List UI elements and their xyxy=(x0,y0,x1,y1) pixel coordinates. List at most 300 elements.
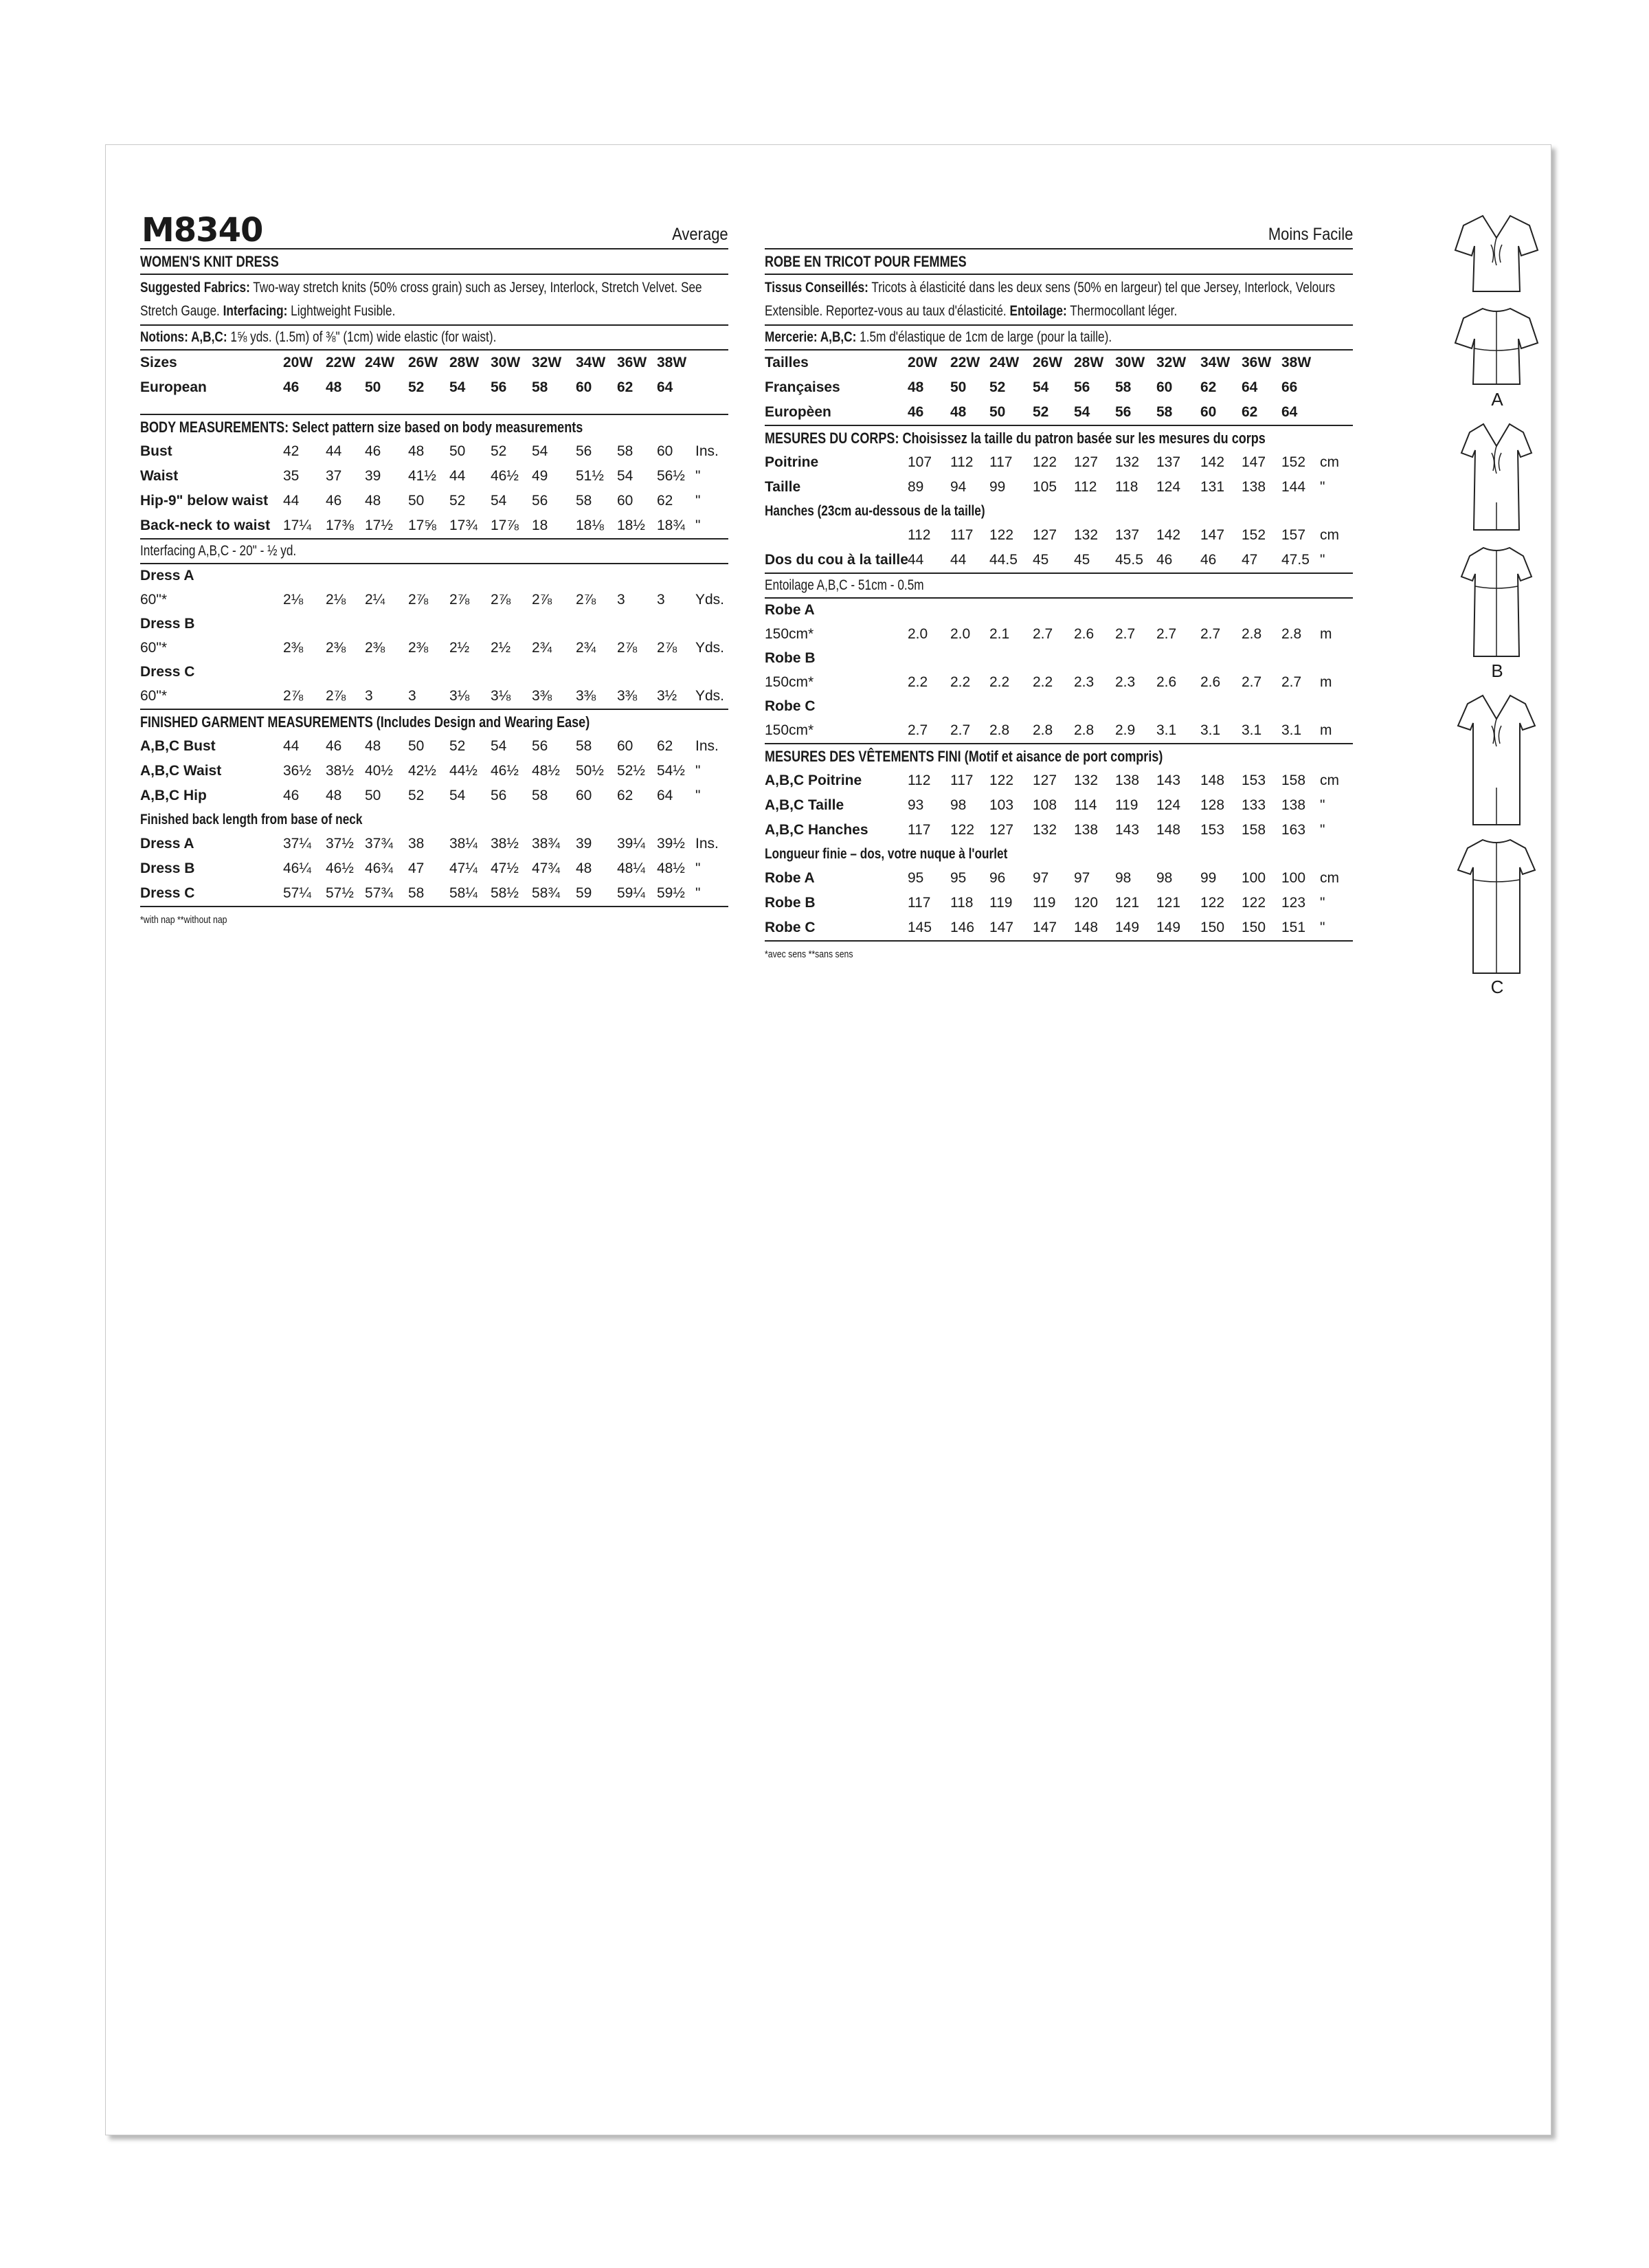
size-value-cell: 2⅛ xyxy=(326,592,346,608)
size-value-cell: 20W xyxy=(908,355,938,370)
size-value-cell: 17⅜ xyxy=(326,518,354,533)
size-value-cell: 117 xyxy=(950,527,974,543)
unit-label: " xyxy=(1320,822,1325,838)
measurement-row xyxy=(140,513,728,538)
unit-label: " xyxy=(695,518,701,533)
back-length-table xyxy=(140,832,728,907)
size-value-cell: 143 xyxy=(1115,822,1140,838)
size-value-cell: 152 xyxy=(1281,454,1306,470)
size-value-cell: 121 xyxy=(1156,895,1181,911)
size-value-cell: 48 xyxy=(408,443,425,459)
size-value-cell: 147 xyxy=(1200,527,1225,543)
size-value-cell: 2.3 xyxy=(1115,674,1136,690)
size-value-cell: 17⅞ xyxy=(491,518,519,533)
size-value-cell: 56½ xyxy=(657,468,685,484)
size-value-cell: 58 xyxy=(532,379,548,395)
size-value-cell: 137 xyxy=(1156,454,1181,470)
size-value-cell: 112 xyxy=(950,454,974,470)
size-value-cell: 22W xyxy=(950,355,980,370)
size-value-cell: 54 xyxy=(1074,404,1090,420)
size-value-cell: 2.7 xyxy=(1156,626,1177,642)
european-row xyxy=(140,375,728,400)
size-value-cell: 117 xyxy=(908,895,931,911)
size-value-cell: 146 xyxy=(950,920,975,935)
measurement-row xyxy=(140,734,728,759)
english-column xyxy=(140,207,728,926)
unit-label: cm xyxy=(1320,870,1339,886)
yardage-table xyxy=(140,564,728,710)
row-label: Dress B xyxy=(140,860,195,876)
finished-measurements-table-fr xyxy=(765,768,1353,843)
interfacing-label-fr: Entoilage: xyxy=(1009,303,1067,319)
size-value-cell: 60 xyxy=(617,493,633,509)
size-value-cell: 48¼ xyxy=(617,860,645,876)
size-value-cell: 2⅞ xyxy=(491,592,511,608)
size-value-cell: 3.1 xyxy=(1200,722,1221,738)
size-value-cell: 50 xyxy=(449,443,466,459)
size-value-cell: 153 xyxy=(1200,822,1225,838)
measurement-row xyxy=(140,881,728,906)
size-value-cell: 153 xyxy=(1242,772,1266,788)
size-value-cell: 41½ xyxy=(408,468,436,484)
size-value-cell: 105 xyxy=(1033,479,1057,495)
size-value-cell: 52 xyxy=(989,379,1006,395)
size-value-cell: 58¼ xyxy=(449,885,478,901)
interfacing-yardage-fr: Entoilage A,B,C - 51cm - 0.5m xyxy=(765,577,924,593)
size-value-cell: 112 xyxy=(1074,479,1097,495)
size-value-cell: 35 xyxy=(283,468,300,484)
size-value-cell: 50 xyxy=(408,738,425,754)
size-value-cell: 150 xyxy=(1242,920,1266,935)
fabrics-text-fr: Tricots à élasticité dans les deux sens (50% en largeur) tel que Jersey, Interlock, Velours Extensible. Reportez-vous au taux d'élasticité. xyxy=(765,280,1336,319)
size-value-cell: 103 xyxy=(989,797,1014,813)
size-value-cell: 138 xyxy=(1281,797,1306,813)
size-value-cell: 62 xyxy=(617,379,633,395)
size-table-fr xyxy=(765,351,1353,426)
size-value-cell: 48 xyxy=(365,738,381,754)
size-value-cell: 52 xyxy=(408,379,425,395)
view-yardage-label: Dress C xyxy=(140,664,195,680)
size-value-cell: 57¼ xyxy=(283,885,311,901)
size-value-cell: 99 xyxy=(1200,870,1217,886)
size-value-cell: 98 xyxy=(1156,870,1173,886)
size-value-cell: 30W xyxy=(1115,355,1145,370)
size-value-cell: 38W xyxy=(657,355,687,370)
size-value-cell: 122 xyxy=(1200,895,1225,911)
unit-label: " xyxy=(695,468,701,484)
unit-label: " xyxy=(1320,552,1325,568)
size-value-cell: 98 xyxy=(950,797,967,813)
size-value-cell: 36W xyxy=(1242,355,1272,370)
size-value-cell: 163 xyxy=(1281,822,1306,838)
size-value-cell: 2.6 xyxy=(1200,674,1221,690)
size-value-cell: 38½ xyxy=(491,836,519,852)
size-value-cell: 2⅞ xyxy=(617,640,638,656)
size-value-cell: 119 xyxy=(1115,797,1138,813)
size-value-cell: 58 xyxy=(1115,379,1132,395)
size-value-cell: 2.6 xyxy=(1074,626,1095,642)
size-value-cell: 56 xyxy=(1115,404,1132,420)
size-value-cell: 48 xyxy=(326,379,342,395)
fabric-width: 60"* xyxy=(140,688,167,704)
size-value-cell: 158 xyxy=(1281,772,1306,788)
size-value-cell: 62 xyxy=(657,493,673,509)
fabrics-text: Two-way stretch knits (50% cross grain) such as Jersey, Interlock, Stretch Velvet. See Stretch Gauge. xyxy=(140,280,702,319)
size-value-cell: 148 xyxy=(1156,822,1181,838)
pattern-envelope-back xyxy=(105,144,1551,2135)
row-label: A,B,C Poitrine xyxy=(765,772,862,788)
size-value-cell: 2.8 xyxy=(1242,626,1262,642)
size-value-cell: 122 xyxy=(1242,895,1266,911)
size-value-cell: 48 xyxy=(326,788,342,803)
size-value-cell: 46 xyxy=(283,788,300,803)
size-value-cell: 97 xyxy=(1033,870,1049,886)
back-length-table-fr xyxy=(765,866,1353,942)
size-value-cell: 54 xyxy=(617,468,633,484)
unit-label: " xyxy=(695,493,701,509)
unit-label: cm xyxy=(1320,772,1339,788)
size-value-cell: 60 xyxy=(657,443,673,459)
size-value-cell: 121 xyxy=(1115,895,1140,911)
size-value-cell: 46 xyxy=(283,379,300,395)
interfacing-text-fr: Thermocollant léger. xyxy=(1070,303,1178,319)
row-label: Robe A xyxy=(765,870,815,886)
size-value-cell: 93 xyxy=(908,797,924,813)
hanches-label: Hanches (23cm au-dessous de la taille) xyxy=(765,503,985,519)
yardage-row xyxy=(765,670,1353,695)
size-value-cell: 48½ xyxy=(657,860,685,876)
size-value-cell: 2.7 xyxy=(908,722,928,738)
size-value-cell: 30W xyxy=(491,355,521,370)
size-value-cell: 37 xyxy=(326,468,342,484)
unit-label: " xyxy=(1320,797,1325,813)
size-value-cell: 2.1 xyxy=(989,626,1010,642)
size-value-cell: 142 xyxy=(1200,454,1225,470)
sizes-row xyxy=(140,351,728,375)
size-value-cell: 3 xyxy=(408,688,416,704)
size-value-cell: 48 xyxy=(950,404,967,420)
size-value-cell: 95 xyxy=(908,870,924,886)
size-value-cell: 100 xyxy=(1281,870,1306,886)
back-length-title-fr: Longueur finie – dos, votre nuque à l'ourlet xyxy=(765,846,1008,862)
fabrics-label: Suggested Fabrics: xyxy=(140,280,250,296)
size-value-cell: 60 xyxy=(1200,404,1217,420)
measurement-row xyxy=(140,489,728,513)
unit-label: " xyxy=(695,885,701,901)
measurement-row xyxy=(765,891,1353,915)
size-value-cell: 94 xyxy=(950,479,967,495)
size-value-cell: 40½ xyxy=(365,763,393,779)
unit-label: " xyxy=(1320,895,1325,911)
size-value-cell: 62 xyxy=(657,738,673,754)
size-value-cell: 145 xyxy=(908,920,932,935)
french-header xyxy=(765,207,1353,249)
size-value-cell: 45 xyxy=(1074,552,1090,568)
size-value-cell: 127 xyxy=(1033,527,1057,543)
sizes-label-fr: Tailles xyxy=(765,355,809,370)
size-value-cell: 2.8 xyxy=(1074,722,1095,738)
size-value-cell: 122 xyxy=(1033,454,1057,470)
body-measurements-title-fr: MESURES DU CORPS: Choisissez la taille du patron basée sur les mesures du corps xyxy=(765,430,1266,447)
size-value-cell: 119 xyxy=(989,895,1013,911)
view-yardage-label: Robe B xyxy=(765,650,816,666)
size-value-cell: 58 xyxy=(1156,404,1173,420)
size-value-cell: 127 xyxy=(1074,454,1099,470)
size-value-cell: 2.3 xyxy=(1074,674,1095,690)
size-value-cell: 54 xyxy=(532,443,548,459)
size-value-cell: 124 xyxy=(1156,797,1181,813)
fabric-width: 150cm* xyxy=(765,674,814,690)
fabrics-paragraph-fr xyxy=(765,275,1353,326)
unit-label: Ins. xyxy=(695,738,719,754)
size-value-cell: 2⅞ xyxy=(657,640,677,656)
size-value-cell: 98 xyxy=(1115,870,1132,886)
size-value-cell: 36W xyxy=(617,355,647,370)
size-value-cell: 44 xyxy=(283,738,300,754)
hanches-dos-table xyxy=(765,523,1353,574)
size-value-cell: 57½ xyxy=(326,885,354,901)
size-value-cell: 2⅞ xyxy=(408,592,429,608)
size-value-cell: 138 xyxy=(1242,479,1266,495)
sizes-row-fr xyxy=(765,351,1353,375)
dress-b-back-icon xyxy=(1456,544,1537,660)
size-value-cell: 149 xyxy=(1115,920,1140,935)
measurement-row xyxy=(140,783,728,808)
unit-label: Yds. xyxy=(695,592,725,608)
size-value-cell: 117 xyxy=(908,822,931,838)
dress-b-front-icon xyxy=(1456,420,1537,533)
size-value-cell: 64 xyxy=(1242,379,1258,395)
finished-measurements-title-fr: MESURES DES VÊTEMENTS FINI (Motif et aisance de port compris) xyxy=(765,748,1163,765)
interfacing-text: Lightweight Fusible. xyxy=(291,303,396,319)
size-value-cell: 58 xyxy=(576,493,592,509)
size-value-cell: 48 xyxy=(576,860,592,876)
size-value-cell: 148 xyxy=(1074,920,1099,935)
garment-title: WOMEN'S KNIT DRESS xyxy=(140,253,279,270)
size-value-cell: 2⅞ xyxy=(283,688,304,704)
size-value-cell: 99 xyxy=(989,479,1006,495)
size-value-cell: 2.9 xyxy=(1115,722,1136,738)
size-value-cell: 108 xyxy=(1033,797,1057,813)
size-value-cell: 46 xyxy=(365,443,381,459)
unit-label: " xyxy=(1320,479,1325,495)
size-value-cell: 133 xyxy=(1242,797,1266,813)
size-value-cell: 37¾ xyxy=(365,836,393,852)
size-value-cell: 58 xyxy=(617,443,633,459)
view-b-label: B xyxy=(1491,660,1503,681)
francaises-label: Françaises xyxy=(765,379,840,395)
size-value-cell: 2.7 xyxy=(1115,626,1136,642)
size-value-cell: 152 xyxy=(1242,527,1266,543)
size-value-cell: 46¼ xyxy=(283,860,311,876)
view-yardage-label: Robe C xyxy=(765,698,816,714)
row-label: A,B,C Hip xyxy=(140,788,207,803)
row-label: Waist xyxy=(140,468,179,484)
size-table xyxy=(140,351,728,415)
size-value-cell: 47 xyxy=(408,860,425,876)
size-value-cell: 118 xyxy=(950,895,974,911)
unit-label: Yds. xyxy=(695,640,725,656)
view-yardage-label: Dress A xyxy=(140,568,194,583)
sizes-label: Sizes xyxy=(140,355,177,370)
size-value-cell: 37¼ xyxy=(283,836,311,852)
size-value-cell: 127 xyxy=(1033,772,1057,788)
size-value-cell: 3.1 xyxy=(1242,722,1262,738)
size-value-cell: 2.8 xyxy=(1281,626,1302,642)
size-value-cell: 2.2 xyxy=(908,674,928,690)
footnote: *with nap **without nap xyxy=(140,914,227,926)
size-value-cell: 38W xyxy=(1281,355,1312,370)
size-value-cell: 46 xyxy=(1156,552,1173,568)
fabrics-paragraph xyxy=(140,275,728,326)
size-value-cell: 137 xyxy=(1115,527,1140,543)
size-value-cell: 2.7 xyxy=(950,722,971,738)
size-value-cell: 3.1 xyxy=(1156,722,1177,738)
hanches-row xyxy=(765,523,1353,548)
size-value-cell: 2.2 xyxy=(950,674,971,690)
size-value-cell: 49 xyxy=(532,468,548,484)
notions-line xyxy=(140,326,728,349)
size-value-cell: 119 xyxy=(1033,895,1056,911)
size-value-cell: 59½ xyxy=(657,885,685,901)
unit-label: Ins. xyxy=(695,836,719,852)
size-value-cell: 60 xyxy=(1156,379,1173,395)
size-value-cell: 147 xyxy=(1242,454,1266,470)
size-value-cell: 59¼ xyxy=(617,885,645,901)
notions-text: 1⅝ yds. (1.5m) of ⅜" (1cm) wide elastic (for waist). xyxy=(230,329,497,345)
unit-label: m xyxy=(1320,674,1332,690)
size-value-cell: 58½ xyxy=(491,885,519,901)
size-value-cell: 46½ xyxy=(491,468,519,484)
size-value-cell: 44½ xyxy=(449,763,478,779)
dress-c-front-icon xyxy=(1454,691,1539,829)
size-value-cell: 39¼ xyxy=(617,836,645,852)
size-value-cell: 2⅞ xyxy=(449,592,470,608)
size-value-cell: 18⅛ xyxy=(576,518,604,533)
row-label: Bust xyxy=(140,443,172,459)
size-value-cell: 59 xyxy=(576,885,592,901)
size-value-cell: 132 xyxy=(1074,772,1099,788)
fabric-width: 150cm* xyxy=(765,722,814,738)
measurement-row xyxy=(140,759,728,783)
size-value-cell: 48 xyxy=(908,379,924,395)
fabrics-label-fr: Tissus Conseillés: xyxy=(765,280,868,296)
size-value-cell: 56 xyxy=(532,738,548,754)
size-value-cell: 2½ xyxy=(449,640,470,656)
size-value-cell: 2¾ xyxy=(532,640,552,656)
body-measurements-table-fr xyxy=(765,450,1353,500)
size-value-cell: 32W xyxy=(532,355,562,370)
size-value-cell: 62 xyxy=(1200,379,1217,395)
measurement-row xyxy=(765,768,1353,793)
size-value-cell: 132 xyxy=(1115,454,1140,470)
size-value-cell: 38¾ xyxy=(532,836,560,852)
size-value-cell: 46¾ xyxy=(365,860,393,876)
size-value-cell: 138 xyxy=(1074,822,1099,838)
dos-row xyxy=(765,548,1353,572)
size-value-cell: 47 xyxy=(1242,552,1258,568)
size-value-cell: 158 xyxy=(1242,822,1266,838)
size-value-cell: 44 xyxy=(326,443,342,459)
size-value-cell: 3⅜ xyxy=(576,688,596,704)
size-value-cell: 20W xyxy=(283,355,313,370)
notions-label-fr: Mercerie: A,B,C: xyxy=(765,329,857,345)
size-value-cell: 131 xyxy=(1200,479,1225,495)
size-value-cell: 117 xyxy=(989,454,1013,470)
size-value-cell: 48½ xyxy=(532,763,560,779)
size-value-cell: 157 xyxy=(1281,527,1306,543)
size-value-cell: 54 xyxy=(1033,379,1049,395)
yardage-row xyxy=(140,636,728,660)
size-value-cell: 2⅞ xyxy=(326,688,346,704)
notions-label: Notions: A,B,C: xyxy=(140,329,227,345)
size-value-cell: 54 xyxy=(449,379,466,395)
size-value-cell: 2.7 xyxy=(1242,674,1262,690)
fabric-width: 60"* xyxy=(140,592,167,608)
size-value-cell: 2.6 xyxy=(1156,674,1177,690)
size-value-cell: 142 xyxy=(1156,527,1181,543)
size-value-cell: 143 xyxy=(1156,772,1181,788)
dos-label: Dos du cou à la taille xyxy=(765,552,908,568)
size-value-cell: 18 xyxy=(532,518,548,533)
size-value-cell: 17¾ xyxy=(449,518,478,533)
size-value-cell: 62 xyxy=(1242,404,1258,420)
size-value-cell: 58¾ xyxy=(532,885,560,901)
size-value-cell: 58 xyxy=(408,885,425,901)
yardage-row xyxy=(140,588,728,612)
size-value-cell: 50 xyxy=(950,379,967,395)
size-value-cell: 45 xyxy=(1033,552,1049,568)
size-value-cell: 57¾ xyxy=(365,885,393,901)
francaises-row xyxy=(765,375,1353,400)
pattern-number: M8340 xyxy=(142,211,263,249)
size-value-cell: 50 xyxy=(408,493,425,509)
size-value-cell: 54 xyxy=(491,738,507,754)
size-value-cell: 44.5 xyxy=(989,552,1018,568)
size-value-cell: 148 xyxy=(1200,772,1225,788)
size-value-cell: 2⅜ xyxy=(326,640,346,656)
size-value-cell: 122 xyxy=(989,527,1014,543)
measurement-row xyxy=(140,856,728,881)
european-row-fr xyxy=(765,400,1353,425)
size-value-cell: 2.2 xyxy=(989,674,1010,690)
size-value-cell: 26W xyxy=(1033,355,1063,370)
size-value-cell: 151 xyxy=(1281,920,1306,935)
size-value-cell: 42 xyxy=(283,443,300,459)
size-value-cell: 144 xyxy=(1281,479,1306,495)
size-value-cell: 64 xyxy=(657,379,673,395)
size-value-cell: 2.8 xyxy=(989,722,1010,738)
unit-label: m xyxy=(1320,626,1332,642)
size-value-cell: 60 xyxy=(576,379,592,395)
size-value-cell: 3⅛ xyxy=(449,688,470,704)
size-value-cell: 50 xyxy=(989,404,1006,420)
size-value-cell: 44 xyxy=(283,493,300,509)
size-value-cell: 38¼ xyxy=(449,836,478,852)
size-value-cell: 2.7 xyxy=(1033,626,1053,642)
size-value-cell: 28W xyxy=(449,355,480,370)
size-value-cell: 47.5 xyxy=(1281,552,1310,568)
size-value-cell: 58 xyxy=(576,738,592,754)
size-value-cell: 3 xyxy=(657,592,665,608)
size-value-cell: 60 xyxy=(576,788,592,803)
measurement-row xyxy=(140,439,728,464)
size-value-cell: 64 xyxy=(657,788,673,803)
size-value-cell: 89 xyxy=(908,479,924,495)
view-a-label: A xyxy=(1491,389,1503,410)
size-value-cell: 54½ xyxy=(657,763,685,779)
size-value-cell: 44 xyxy=(908,552,924,568)
